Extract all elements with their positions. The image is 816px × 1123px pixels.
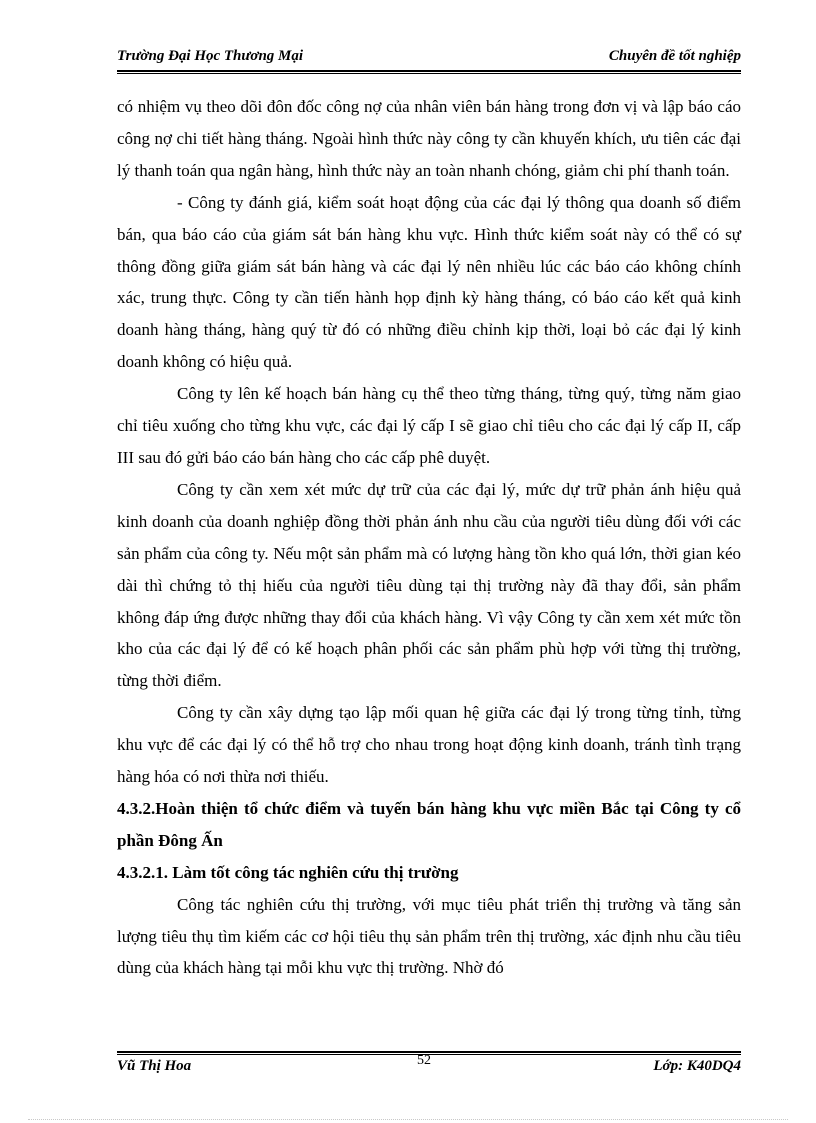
page-number: 52 <box>417 1053 431 1068</box>
page-header <box>117 48 741 70</box>
paragraph: Công tác nghiên cứu thị trường, với mục tiêu phát triển thị trường và tăng sản lượng tiêu thụ tìm kiếm các cơ hội tiêu thụ sản phẩm trên thị trường, xác định nhu cầu tiêu dùng của khách hàng tại mỗi khu vực thị trường. Nhờ đó <box>117 894 741 978</box>
header-university: Trường Đại Học Thương Mại <box>117 48 304 64</box>
page-bottom-dotted-line <box>28 1119 788 1120</box>
header-rule <box>117 70 741 72</box>
paragraph: Công ty cần xem xét mức dự trữ của các đại lý, mức dự trữ phản ánh hiệu quả kinh doanh của doanh nghiệp đồng thời phản ánh nhu cầu của người tiêu dùng đối với các sản phẩm của công ty. Nếu một sản phẩm mà có lượng hàng tồn kho quá lớn, thời gian kéo dài thì chứng tỏ thị hiếu của người tiêu dùng tại thị trường này đã thay đổi, sản phẩm không đáp ứng được những thay đổi của khách hàng. Vì vậy Công ty cần xem xét mức tồn kho của các đại lý để có kế hoạch phân phối các sản phẩm phù hợp với từng thị trường, từng thời điểm. <box>117 479 741 691</box>
header-rule-thin <box>117 73 741 74</box>
page-footer <box>117 1053 741 1078</box>
paragraph: - Công ty đánh giá, kiểm soát hoạt động của các đại lý thông qua doanh số điểm bán, qua báo cáo của giám sát bán hàng khu vực. Hình thức kiểm soát này có thể có sự thông đồng giữa giám sát bán hàng và các đại lý nên nhiều lúc các báo cáo không chính xác, trung thực. Công ty cần tiến hành họp định kỳ hàng tháng, có báo cáo kết quả kinh doanh hàng tháng, hàng quý từ đó có những điều chỉnh kịp thời, loại bỏ các đại lý kinh doanh không có hiệu quả. <box>117 192 741 372</box>
footer-class: Lớp: K40DQ4 <box>653 1058 741 1074</box>
section-heading: 4.3.2.Hoàn thiện tổ chức điểm và tuyến bán hàng khu vực miền Bắc tại Công ty cổ phần Đông Ấn <box>117 798 741 850</box>
footer-author: Vũ Thị Hoa <box>117 1058 192 1074</box>
subsection-heading: 4.3.2.1. Làm tốt công tác nghiên cứu thị trường <box>117 862 459 882</box>
body-text <box>117 91 741 984</box>
paragraph: Công ty cần xây dựng tạo lập mối quan hệ giữa các đại lý trong từng tỉnh, từng khu vực để các đại lý có thể hỗ trợ cho nhau trong hoạt động kinh doanh, tránh tình trạng hàng hóa có nơi thừa nơi thiếu. <box>117 703 741 787</box>
paragraph: Công ty lên kế hoạch bán hàng cụ thể theo từng tháng, từng quý, từng năm giao chỉ tiêu xuống cho từng khu vực, các đại lý cấp I sẽ giao chỉ tiêu cho các đại lý cấp II, cấp III sau đó gửi báo cáo bán hàng cho các cấp phê duyệt. <box>117 384 741 467</box>
header-title: Chuyên đề tốt nghiệp <box>608 48 741 64</box>
paragraph: có nhiệm vụ theo dõi đôn đốc công nợ của nhân viên bán hàng trong đơn vị và lập báo cáo công nợ chi tiết hàng tháng. Ngoài hình thức này công ty cần khuyến khích, ưu tiên các đại lý thanh toán qua ngân hàng, hình thức này an toàn nhanh chóng, giảm chi phí thanh toán. <box>117 97 741 180</box>
